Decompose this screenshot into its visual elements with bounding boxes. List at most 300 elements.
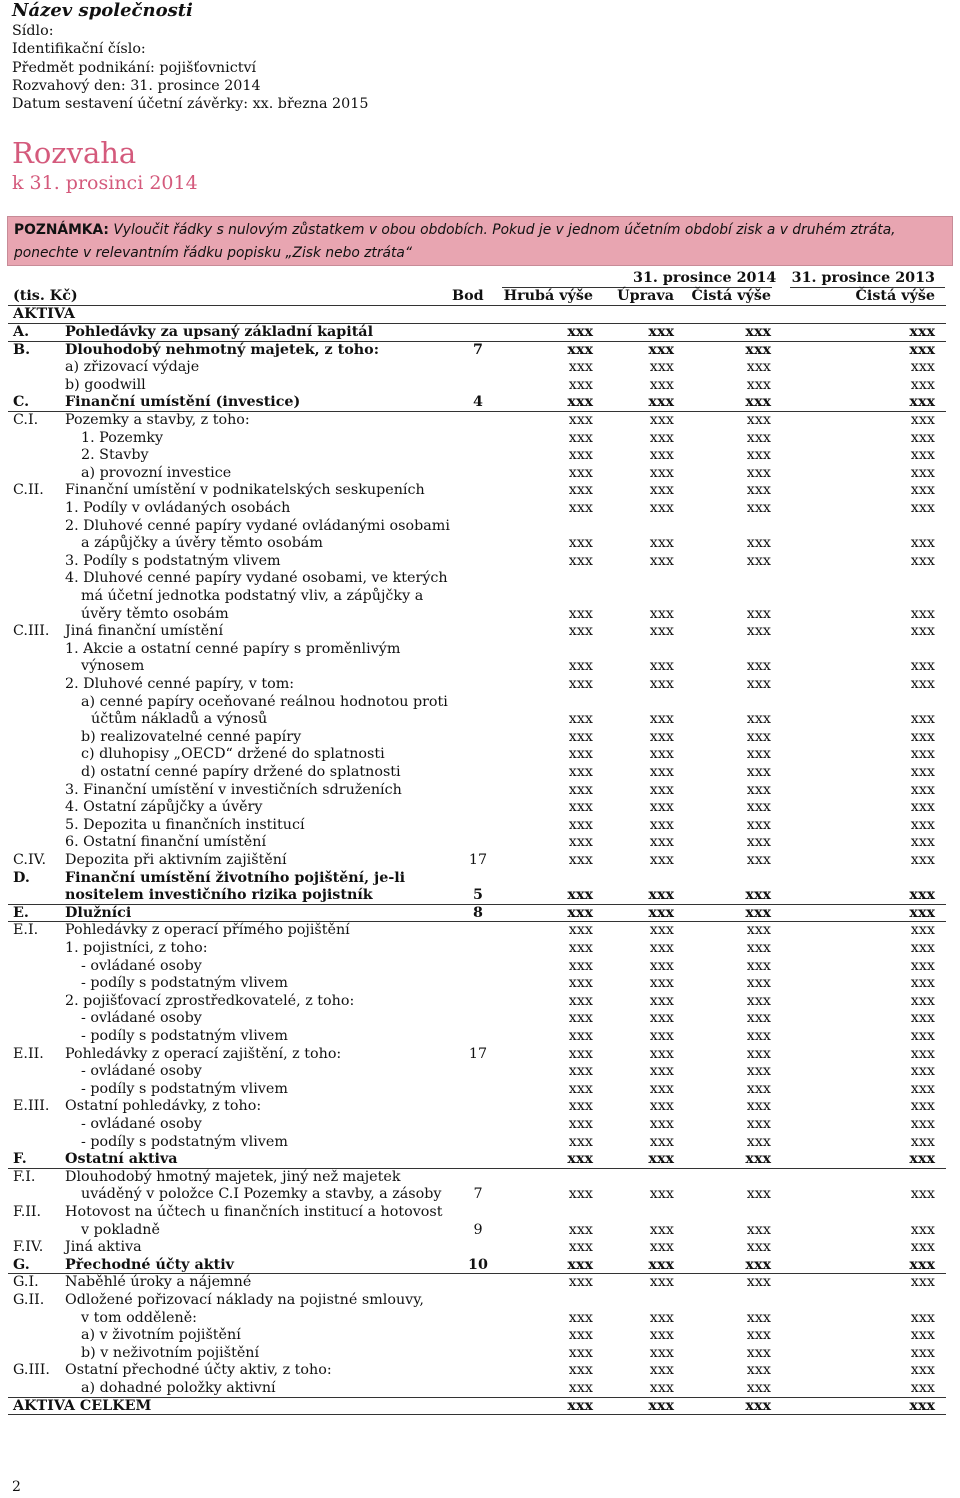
row-value: xxx	[568, 1080, 593, 1097]
table-row	[0, 377, 960, 395]
row-value: xxx	[649, 764, 674, 780]
row-note-ref: 5	[473, 887, 483, 904]
row-label: 2. Dluhové cenné papíry vydané ovládanými osobami	[65, 517, 450, 534]
row-value: xxx	[649, 728, 674, 745]
row-value: xxx	[568, 799, 593, 816]
table-row	[0, 658, 960, 676]
row-value: xxx	[910, 359, 935, 376]
row-value: xxx	[746, 658, 771, 675]
row-value: xxx	[910, 429, 935, 446]
row-label: Finanční umístění v podnikatelských seskupeních	[65, 482, 425, 499]
row-value: xxx	[746, 1116, 771, 1132]
row-value: xxx	[649, 1274, 674, 1291]
net-prev-header: Čistá výše	[855, 288, 935, 304]
row-label: Jiná finanční umístění	[65, 623, 224, 640]
table-row	[0, 1046, 960, 1064]
row-value: xxx	[746, 992, 771, 1009]
row-label: d) ostatní cenné papíry držené do splatnosti	[81, 764, 401, 780]
row-value: xxx	[746, 711, 771, 728]
row-label: 4. Ostatní zápůjčky a úvěry	[65, 799, 263, 816]
row-value: xxx	[746, 1045, 771, 1062]
row-value: xxx	[910, 1362, 935, 1379]
table-row	[0, 1380, 960, 1398]
table-row	[0, 553, 960, 571]
row-label: 3. Podíly s podstatným vlivem	[65, 552, 281, 569]
adjust-header: Úprava	[617, 288, 674, 304]
row-label: a) v životním pojištění	[81, 1327, 241, 1344]
row-code: F.	[13, 1151, 27, 1168]
row-value: xxx	[910, 728, 935, 745]
row-code: F.IV.	[13, 1239, 44, 1256]
table-row	[0, 834, 960, 852]
row-value: xxx	[649, 852, 674, 868]
row-value: xxx	[910, 834, 935, 851]
table-row	[0, 922, 960, 940]
row-value: xxx	[568, 1221, 593, 1238]
row-value: xxx	[568, 447, 593, 464]
header-business: Předmět podnikání: pojišťovnictví	[12, 59, 257, 76]
header-compile-date: Datum sestavení účetní závěrky: xx. března 2015	[12, 96, 369, 113]
row-value: xxx	[746, 1239, 771, 1256]
row-value: xxx	[648, 904, 674, 921]
row-label: Pohledávky z operací přímého pojištění	[65, 922, 350, 939]
row-value: xxx	[649, 975, 674, 992]
row-value: xxx	[910, 711, 935, 728]
row-label: Hotovost na účtech u finančních institucí a hotovost	[65, 1204, 443, 1220]
table-row	[0, 1028, 960, 1046]
table-row	[0, 887, 960, 905]
row-value: xxx	[649, 605, 674, 622]
row-value: xxx	[910, 975, 935, 992]
table-row	[0, 1257, 960, 1275]
row-label: - podíly s podstatným vlivem	[81, 1133, 288, 1150]
row-value: xxx	[649, 816, 674, 833]
row-value: xxx	[746, 764, 771, 780]
table-row	[0, 852, 960, 870]
row-code: C.II.	[13, 482, 44, 499]
table-row	[0, 764, 960, 782]
row-value: xxx	[649, 1327, 674, 1344]
table-row	[0, 993, 960, 1011]
row-value: xxx	[648, 1256, 674, 1273]
row-value: xxx	[649, 1186, 674, 1203]
row-label: - podíly s podstatným vlivem	[81, 1080, 288, 1097]
row-label: 2. Stavby	[81, 447, 149, 464]
table-row	[0, 412, 960, 430]
row-value: xxx	[746, 816, 771, 833]
table-row	[0, 1098, 960, 1116]
row-label: Pohledávky z operací zajištění, z toho:	[65, 1045, 342, 1062]
row-value: xxx	[909, 1151, 935, 1168]
table-row	[0, 782, 960, 800]
row-value: xxx	[910, 1116, 935, 1132]
row-value: xxx	[746, 834, 771, 851]
row-note-ref: 10	[468, 1256, 488, 1273]
row-value: xxx	[649, 799, 674, 816]
row-value: xxx	[746, 1133, 771, 1150]
row-value: xxx	[648, 394, 674, 411]
row-label: - ovládané osoby	[81, 1063, 202, 1080]
row-value: xxx	[746, 1309, 771, 1326]
row-label: 3. Finanční umístění v investičních sdruženích	[65, 781, 402, 798]
row-value: xxx	[745, 341, 771, 358]
row-value: xxx	[568, 482, 593, 499]
row-value: xxx	[746, 1028, 771, 1044]
row-value: xxx	[745, 394, 771, 411]
row-value: xxx	[746, 500, 771, 516]
row-value: xxx	[746, 412, 771, 428]
row-value: xxx	[909, 904, 935, 921]
row-value: xxx	[910, 482, 935, 499]
row-code: C.I.	[13, 412, 39, 428]
row-value: xxx	[910, 764, 935, 780]
unit-label: (tis. Kč)	[13, 288, 78, 304]
row-label: a) provozní investice	[81, 464, 232, 481]
row-value: xxx	[746, 746, 771, 763]
header-balance-date: Rozvahový den: 31. prosince 2014	[12, 77, 261, 94]
row-label: 4. Dluhové cenné papíry vydané osobami, ve kterých	[65, 570, 448, 587]
row-value: xxx	[910, 1028, 935, 1044]
net-header: Čistá výše	[691, 288, 771, 304]
row-value: xxx	[746, 1327, 771, 1344]
table-row	[0, 799, 960, 817]
row-value: xxx	[746, 552, 771, 569]
header-seat: Sídlo:	[12, 23, 54, 39]
row-label: - ovládané osoby	[81, 1010, 202, 1027]
row-value: xxx	[649, 552, 674, 569]
company-name: Název společnosti	[12, 0, 193, 21]
row-value: xxx	[568, 658, 593, 675]
row-label: a) cenné papíry oceňované reálnou hodnotou proti	[81, 693, 448, 710]
row-code: B.	[13, 341, 31, 358]
row-value: xxx	[567, 904, 593, 921]
row-value: xxx	[649, 1239, 674, 1256]
table-row	[0, 588, 960, 606]
row-value: xxx	[746, 605, 771, 622]
row-value: xxx	[746, 1221, 771, 1238]
table-row	[0, 870, 960, 888]
row-value: xxx	[910, 816, 935, 833]
row-value: xxx	[649, 711, 674, 728]
table-row	[0, 641, 960, 659]
row-value: xxx	[910, 1080, 935, 1097]
row-value: xxx	[910, 376, 935, 393]
row-value: xxx	[746, 940, 771, 956]
row-value: xxx	[746, 464, 771, 481]
row-label: Depozita při aktivním zajištění	[65, 852, 287, 868]
table-row	[0, 324, 960, 342]
row-value: xxx	[568, 711, 593, 728]
row-value: xxx	[649, 1045, 674, 1062]
row-value: xxx	[568, 781, 593, 798]
row-value: xxx	[649, 1080, 674, 1097]
note-label: POZNÁMKA:	[14, 222, 109, 238]
row-label: 1. Pozemky	[81, 429, 164, 446]
row-value: xxx	[910, 1309, 935, 1326]
row-note-ref: 7	[473, 1186, 483, 1203]
row-value: xxx	[910, 1133, 935, 1150]
row-value: xxx	[568, 535, 593, 552]
row-label: Dlouhodobý nehmotný majetek, z toho:	[65, 341, 380, 358]
row-note-ref: 17	[468, 852, 488, 868]
row-note-ref: 4	[473, 394, 483, 411]
row-value: xxx	[568, 922, 593, 939]
row-value: xxx	[649, 412, 674, 428]
row-value: xxx	[649, 1116, 674, 1132]
row-value: xxx	[568, 429, 593, 446]
row-code: G.	[13, 1256, 30, 1273]
row-value: xxx	[746, 429, 771, 446]
row-value: xxx	[648, 341, 674, 358]
row-value: xxx	[649, 1344, 674, 1361]
table-row	[0, 1063, 960, 1081]
row-value: xxx	[746, 781, 771, 798]
row-note-ref: 7	[473, 341, 483, 358]
table-row	[0, 1274, 960, 1292]
row-code: G.II.	[13, 1292, 45, 1308]
row-value: xxx	[910, 1274, 935, 1291]
row-value: xxx	[649, 1133, 674, 1150]
row-value: xxx	[746, 535, 771, 552]
table-row	[0, 1116, 960, 1134]
table-row	[0, 676, 960, 694]
row-value: xxx	[746, 676, 771, 692]
section-aktiva: AKTIVA	[13, 306, 75, 322]
row-value: xxx	[567, 1151, 593, 1168]
row-value: xxx	[910, 1380, 935, 1396]
row-value: xxx	[910, 464, 935, 481]
row-value: xxx	[568, 1028, 593, 1044]
row-label: Odložené pořizovací náklady na pojistné smlouvy,	[65, 1292, 424, 1308]
row-value: xxx	[745, 904, 771, 921]
row-value: xxx	[746, 623, 771, 640]
row-value: xxx	[910, 746, 935, 763]
row-value: xxx	[648, 1397, 674, 1414]
row-value: xxx	[746, 1063, 771, 1080]
page-number: 2	[12, 1479, 21, 1495]
row-value: xxx	[910, 1344, 935, 1361]
row-value: xxx	[909, 341, 935, 358]
row-note-ref: 17	[468, 1045, 488, 1062]
row-value: xxx	[568, 605, 593, 622]
row-value: xxx	[568, 1116, 593, 1132]
gross-header: Hrubá výše	[503, 288, 593, 304]
period-2013-header: 31. prosince 2013	[791, 270, 935, 286]
page-title: Rozvaha	[12, 136, 137, 170]
row-label: 5. Depozita u finančních institucí	[65, 816, 305, 833]
table-row	[0, 570, 960, 588]
row-value: xxx	[910, 412, 935, 428]
row-label: b) v neživotním pojištění	[81, 1344, 260, 1361]
row-value: xxx	[649, 359, 674, 376]
row-value: xxx	[910, 500, 935, 516]
row-value: xxx	[910, 1239, 935, 1256]
row-value: xxx	[746, 482, 771, 499]
row-value: xxx	[568, 1344, 593, 1361]
row-value: xxx	[745, 887, 771, 904]
row-value: xxx	[568, 764, 593, 780]
row-label: - podíly s podstatným vlivem	[81, 1028, 288, 1044]
row-label: Finanční umístění (investice)	[65, 394, 301, 411]
row-label: uváděný v položce C.I Pozemky a stavby, a zásoby	[81, 1186, 442, 1203]
row-value: xxx	[910, 535, 935, 552]
row-code: E.	[13, 904, 29, 921]
row-value: xxx	[568, 1010, 593, 1027]
table-row	[0, 1310, 960, 1328]
table-row	[0, 1151, 960, 1169]
row-label: 1. pojistníci, z toho:	[65, 940, 208, 956]
row-value: xxx	[568, 623, 593, 640]
row-value: xxx	[745, 1256, 771, 1273]
table-row	[0, 447, 960, 465]
note-box	[7, 216, 953, 266]
row-value: xxx	[568, 552, 593, 569]
row-label: - ovládané osoby	[81, 1116, 202, 1132]
row-value: xxx	[746, 376, 771, 393]
company-header	[12, 0, 368, 113]
row-value: xxx	[568, 1045, 593, 1062]
row-value: xxx	[568, 1309, 593, 1326]
row-value: xxx	[567, 324, 593, 340]
row-value: xxx	[910, 852, 935, 868]
row-value: xxx	[568, 1186, 593, 1203]
row-code: G.III.	[13, 1362, 50, 1379]
bod-header: Bod	[452, 288, 484, 304]
row-value: xxx	[910, 1098, 935, 1115]
row-label: úvěry těmto osobám	[81, 605, 229, 622]
row-value: xxx	[568, 852, 593, 868]
table-row	[0, 905, 960, 923]
row-value: xxx	[909, 1256, 935, 1273]
row-value: xxx	[649, 957, 674, 974]
table-row	[0, 1398, 960, 1416]
row-value: xxx	[649, 1098, 674, 1115]
row-label: Dlužníci	[65, 904, 132, 921]
row-value: xxx	[910, 623, 935, 640]
note-text: Vyloučit řádky s nulovým zůstatkem v obou obdobích. Pokud je v jednom účetním období zisk a v druhém ztráta, ponechte v relevantním řádku popisku „Zisk nebo ztráta“	[14, 222, 896, 261]
row-value: xxx	[910, 781, 935, 798]
table-row	[0, 1204, 960, 1222]
table-row	[0, 1239, 960, 1257]
table-row	[0, 1010, 960, 1028]
row-value: xxx	[649, 1221, 674, 1238]
row-note-ref: 9	[473, 1221, 483, 1238]
row-value: xxx	[567, 394, 593, 411]
table-row	[0, 1134, 960, 1152]
row-label: a zápůjčky a úvěry těmto osobám	[81, 535, 323, 552]
row-label: v tom odděleně:	[81, 1309, 197, 1326]
row-label: 6. Ostatní finanční umístění	[65, 834, 267, 851]
row-value: xxx	[649, 376, 674, 393]
row-value: xxx	[649, 1380, 674, 1396]
row-label: - ovládané osoby	[81, 957, 202, 974]
row-code: G.I.	[13, 1274, 39, 1291]
table-row	[0, 1345, 960, 1363]
table-row	[0, 729, 960, 747]
row-label: c) dluhopisy „OECD“ držené do splatnosti	[81, 746, 385, 763]
header-rule	[8, 305, 946, 306]
row-value: xxx	[746, 975, 771, 992]
row-value: xxx	[567, 1397, 593, 1414]
row-code: C.	[13, 394, 30, 411]
row-value: xxx	[746, 852, 771, 868]
row-value: xxx	[649, 1028, 674, 1044]
row-value: xxx	[649, 1362, 674, 1379]
row-value: xxx	[909, 394, 935, 411]
table-row	[0, 342, 960, 360]
row-code: C.IV.	[13, 852, 46, 868]
row-value: xxx	[568, 464, 593, 481]
row-value: xxx	[568, 500, 593, 516]
row-label: Dlouhodobý hmotný majetek, jiný než majetek	[65, 1168, 401, 1185]
row-value: xxx	[648, 1151, 674, 1168]
row-value: xxx	[568, 1133, 593, 1150]
row-value: xxx	[746, 1344, 771, 1361]
header-id: Identifikační číslo:	[12, 41, 146, 58]
table-row	[0, 746, 960, 764]
table-row	[0, 711, 960, 729]
row-value: xxx	[909, 887, 935, 904]
row-label: 2. Dluhové cenné papíry, v tom:	[65, 676, 295, 692]
row-value: xxx	[567, 1256, 593, 1273]
row-value: xxx	[910, 1327, 935, 1344]
row-value: xxx	[567, 341, 593, 358]
row-value: xxx	[649, 535, 674, 552]
row-label: Přechodné účty aktiv	[65, 1256, 234, 1273]
row-code: D.	[13, 869, 30, 886]
row-value: xxx	[746, 957, 771, 974]
table-row	[0, 940, 960, 958]
row-label: má účetní jednotka podstatný vliv, a zápůjčky a	[81, 588, 424, 604]
row-value: xxx	[649, 1309, 674, 1326]
row-value: xxx	[568, 816, 593, 833]
row-label: nositelem investičního rizika pojistník	[65, 887, 373, 904]
table-row	[0, 623, 960, 641]
row-value: xxx	[568, 359, 593, 376]
row-value: xxx	[648, 887, 674, 904]
row-label: Ostatní pohledávky, z toho:	[65, 1098, 262, 1115]
row-value: xxx	[648, 324, 674, 340]
row-label: výnosem	[81, 658, 145, 675]
row-code: E.II.	[13, 1045, 44, 1062]
row-value: xxx	[909, 324, 935, 340]
table-row	[0, 694, 960, 712]
row-value: xxx	[910, 1186, 935, 1203]
row-value: xxx	[746, 359, 771, 376]
row-value: xxx	[910, 1063, 935, 1080]
row-code: E.III.	[13, 1098, 50, 1115]
row-value: xxx	[746, 922, 771, 939]
row-value: xxx	[910, 658, 935, 675]
row-value: xxx	[649, 429, 674, 446]
row-value: xxx	[568, 834, 593, 851]
row-label: 1. Akcie a ostatní cenné papíry s proměnlivým	[65, 640, 401, 657]
row-value: xxx	[746, 1274, 771, 1291]
period-2014-header: 31. prosince 2014	[633, 270, 777, 286]
row-code: A.	[13, 324, 30, 340]
row-value: xxx	[746, 1080, 771, 1097]
row-label: Jiná aktiva	[65, 1239, 142, 1256]
row-value: xxx	[746, 1010, 771, 1027]
row-value: xxx	[649, 781, 674, 798]
row-value: xxx	[910, 992, 935, 1009]
row-rule	[8, 1414, 946, 1415]
row-value: xxx	[649, 658, 674, 675]
table-row	[0, 958, 960, 976]
row-label: b) goodwill	[65, 376, 146, 393]
table-row	[0, 817, 960, 835]
row-value: xxx	[649, 834, 674, 851]
